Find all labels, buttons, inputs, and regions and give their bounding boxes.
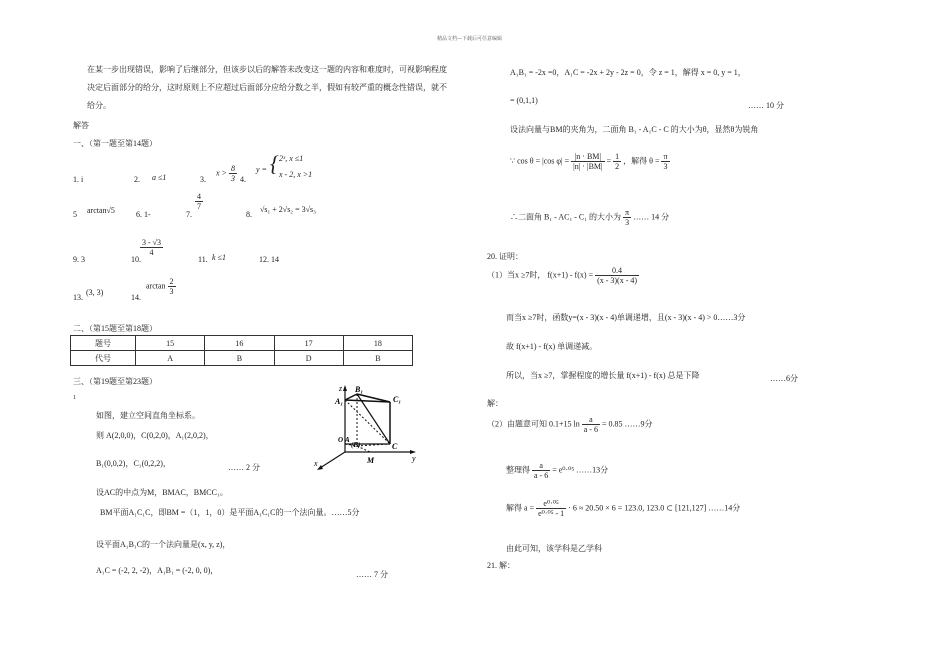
section-2-title: 二、（第15题至第18题）: [73, 324, 157, 333]
label-z: z: [339, 384, 343, 393]
solution-19-line-4: 设AC的中点为M，BMAC，BMCC₁。: [96, 488, 228, 497]
solution-19-line-3: B₁(0,0,2)，C₁(0,2,2)，: [96, 459, 171, 468]
table-cell: B: [205, 351, 274, 366]
right-line-14: 由此可知，该学科是乙学科: [506, 544, 602, 553]
label-m: M: [367, 456, 375, 465]
question-19-mark: 1: [73, 395, 76, 401]
intro-line-1: 在某一步出现错误，影响了后继部分，但该步以后的解答未改变这一题的内容和难度时，可视影响程度: [87, 65, 447, 74]
solution-19-score-2: …… 2 分: [228, 463, 260, 472]
answer-1: 1. i: [73, 175, 84, 184]
x-arrow-icon: [317, 465, 323, 470]
problem-20-title: 20. 证明：: [487, 252, 523, 261]
right-line-3: 设法向量与BM的夹角为，二面角 B₁ - A₁C - C 的大小为θ，显然θ为锐角: [510, 125, 759, 134]
solution-19-line-2: 则 A(2,0,0)，C(0,2,0)，A₁(2,0,2)，: [96, 431, 214, 440]
section-3-title: 三、（第19题至第23题）: [73, 377, 157, 386]
intro-line-3: 给分。: [87, 101, 111, 110]
answer-table: [70, 335, 413, 366]
table-cell: 17: [274, 336, 343, 351]
right-line-9: 所以，当x ≥7，掌握程度的增长量 f(x+1) - f(x) 总是下降: [506, 371, 700, 380]
answer-10-label: 10.: [131, 255, 141, 264]
answer-6: 6. 1-: [136, 210, 151, 219]
right-score-10: …… 10 分: [748, 101, 784, 110]
label-c1: C₁: [393, 395, 402, 404]
answer-7: $\frac{4}{7}$: [197, 192, 201, 211]
answer-13: (3, 3): [86, 288, 104, 297]
right-line-13: 解得 a = $\frac{\text{e⁰·⁰⁵}}{\text{e⁰·⁰⁵ - 1}}$ · 6 ≈ 20.50 × 6 = 123.0, 123.0 ⊂ [121,127] ……14分: [506, 499, 741, 518]
answer-2-label: 2.: [134, 175, 140, 184]
diagonal-a1c: [345, 400, 390, 444]
answer-4-label: 4.: [240, 175, 246, 184]
table-cell: 代号: [71, 351, 136, 366]
label-y: y: [412, 454, 416, 463]
answer-14-label: 14.: [131, 293, 141, 302]
table-row: [71, 351, 413, 366]
table-cell: A: [136, 351, 205, 366]
answer-7-label: 7.: [186, 210, 192, 219]
edge-a1b1: [345, 394, 357, 400]
table-cell: D: [274, 351, 343, 366]
table-cell: 16: [205, 336, 274, 351]
label-b1: B₁: [355, 385, 364, 394]
answer-10: $\frac{3 - √3}{4}$: [142, 238, 162, 257]
solution-19-line-1: 如图，建立空间直角坐标系。: [96, 411, 200, 420]
table-cell: B: [343, 351, 412, 366]
label-o: O: [338, 436, 344, 444]
label-x: x: [314, 459, 318, 468]
right-line-5: ∴二面角 B₁ - AC₁ - C₁ 的大小为 $\frac{\pi}{3}$ …… 14 分: [510, 208, 670, 227]
section-1-title: 一、（第一题至第14题）: [73, 139, 157, 148]
solution-19-line-7: A₁C = (-2, 2, -2)，A₁B₁ = (-2, 0, 0)，: [96, 566, 219, 575]
solution-19-line-6: 设平面A₁B₁C的一个法向量是(x, y, z)，: [96, 540, 231, 549]
solution-19-score-7: …… 7 分: [356, 570, 388, 579]
label-b: (B): [351, 441, 361, 449]
x-axis: [320, 452, 345, 468]
answer-8: √s₁ + 2√s₂ = 3√s₃: [260, 205, 316, 214]
label-a: A: [345, 436, 350, 444]
table-cell: 18: [343, 336, 412, 351]
prism-figure: [312, 382, 420, 474]
answer-13-label: 13.: [73, 293, 83, 302]
answer-3: x > $\frac{8}{3}$: [216, 164, 235, 183]
answer-11: k ≤1: [212, 253, 226, 262]
answer-5: arctan√5: [87, 206, 115, 215]
answer-8-label: 8.: [246, 210, 252, 219]
page-header: 精品文档---下载后可任意编辑: [437, 37, 502, 42]
answer-11-label: 11.: [198, 255, 208, 264]
answer-12: 12. 14: [259, 255, 279, 264]
answers-title: 解答: [73, 121, 89, 130]
right-line-10: 解：: [487, 399, 503, 408]
label-c: C: [392, 442, 398, 451]
right-line-6: （1）当x ≥7时， f(x+1) - f(x) = $\frac{0.4}{(x - 3)(x - 4)}$: [487, 266, 638, 285]
right-line-7: 而当x ≥7时，函数y=(x - 3)(x - 4)单调递增，且(x - 3)(x - 4) > 0……3分: [506, 313, 746, 322]
answer-3-label: 3.: [200, 175, 206, 184]
label-a1: A₁: [335, 397, 344, 406]
answer-9: 9. 3: [73, 255, 85, 264]
right-line-2: = (0,1,1): [510, 96, 538, 105]
right-line-12: 整理得 $\frac{a}{a - 6}$ = e⁰·⁰⁵ ……13分: [506, 461, 609, 480]
intro-line-2: 决定后面部分的给分，这时原则上不应超过后面部分应给分数之半，假如有较严重的概念性错误，就不: [87, 83, 447, 92]
right-line-1: A₁B₁ = -2x =0，A₁C = -2x + 2y - 2z = 0，令 z = 1，解得 x = 0, y = 1，: [510, 68, 746, 77]
answer-2: a ≤1: [152, 173, 167, 182]
right-line-4: ∵ cos θ = |cos φ| = $\frac{|n \cdot BM|}{|n| \cdot |BM|}$ = $\frac{1}{2}$ ，解得 θ = $\frac{\pi}{3}$: [510, 152, 668, 171]
table-cell: 15: [136, 336, 205, 351]
table-row: [71, 336, 413, 351]
right-line-11: （2）由题意可知 0.1+15 ln $\frac{a}{a - 6}$ = 0.85 ……9分: [487, 415, 653, 434]
table-cell: 题号: [71, 336, 136, 351]
answer-14: arctan $\frac{2}{3}$: [146, 277, 174, 296]
problem-21-title: 21. 解：: [487, 561, 515, 570]
z-arrow-icon: [343, 385, 347, 391]
right-line-8: 故 f(x+1) - f(x) 单调递减。: [506, 342, 598, 351]
solution-19-line-5: BM平面A₁C₁C，即BM =（1，1，0）是平面A₁C₁C的一个法向量。……5分: [100, 508, 360, 517]
answer-5-label: 5: [73, 210, 77, 219]
right-score-6: ……6分: [770, 374, 798, 383]
